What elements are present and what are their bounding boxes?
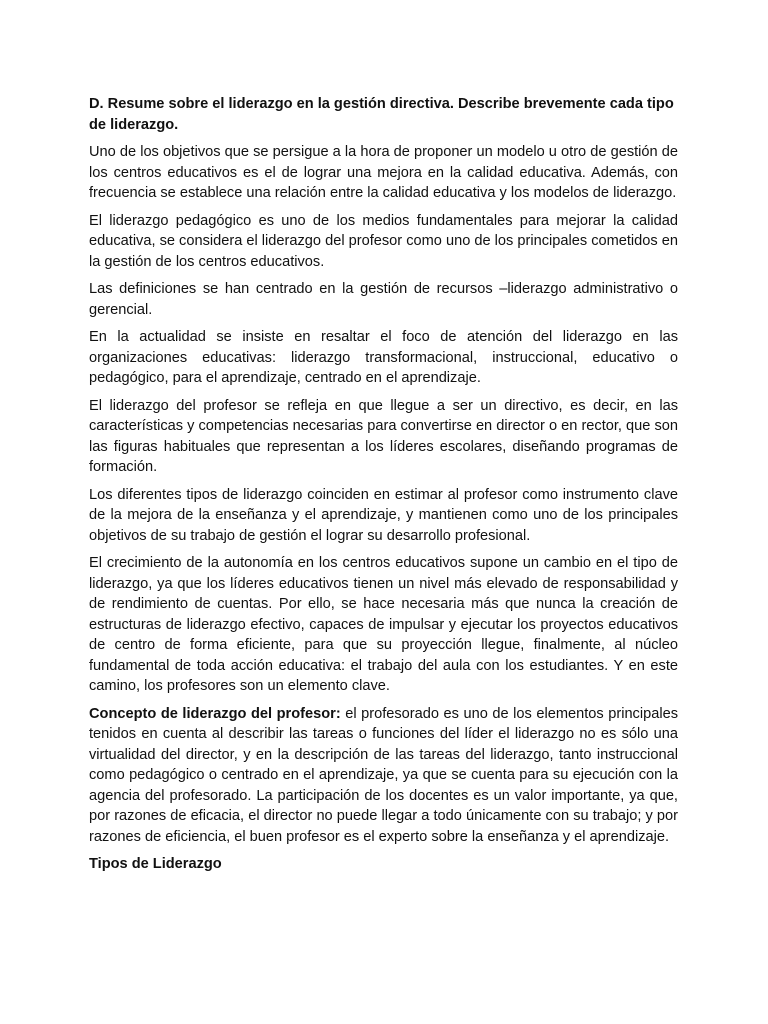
paragraph-definiciones: Las definiciones se han centrado en la gestión de recursos –liderazgo administrativo o gerencial. — [89, 281, 678, 318]
document-page — [89, 94, 678, 875]
paragraph-actualidad: En la actualidad se insiste en resaltar el foco de atención del liderazgo en las organizaciones educativas: liderazgo transformacional, instruccional, educativo o pedagógico, para el aprendizaje, centrado en el aprendizaje. — [89, 329, 678, 386]
concept-lead: Concepto de liderazgo del profesor: — [89, 705, 341, 722]
section-heading: D. Resume sobre el liderazgo en la gestión directiva. Describe brevemente cada tipo de liderazgo. — [89, 96, 674, 133]
paragraph-objetivos: Uno de los objetivos que se persigue a la hora de proponer un modelo u otro de gestión de los centros educativos es el de lograr una mejora en la calidad educativa. Además, con frecuencia se establece una relación entre la calidad educativa y los modelos de liderazgo. — [89, 144, 678, 201]
paragraph-liderazgo-pedagogico: El liderazgo pedagógico es uno de los medios fundamentales para mejorar la calidad educativa, se considera el liderazgo del profesor como uno de los principales cometidos en la gestión de los centros educativos. — [89, 212, 678, 270]
paragraph-tipos-coinciden: Los diferentes tipos de liderazgo coinciden en estimar al profesor como instrumento clave de la mejora de la enseñanza y el aprendizaje, y mantienen como uno de los principales objetivos de su trabajo de gestión el lograr su desarrollo profesional. — [89, 486, 678, 544]
paragraph-concepto — [89, 704, 678, 848]
paragraph-liderazgo-profesor: El liderazgo del profesor se refleja en que llegue a ser un directivo, es decir, en las características y competencias necesarias para convertirse en director o en rector, que son las figuras habituales que representan a los líderes escolares, diseñando programas de formación. — [89, 397, 678, 475]
subheading-tipos: Tipos de Liderazgo — [89, 856, 222, 872]
paragraph-autonomia: El crecimiento de la autonomía en los centros educativos supone un cambio en el tipo de liderazgo, ya que los líderes educativos tienen un nivel más elevado de responsabilidad y de rendimiento de cuentas. Por ello, se hace necesaria más que nunca la creación de estructuras de liderazgo efectivo, capaces de impulsar y ejecutar los proyectos educativos de centro de forma eficiente, para que su proyección llegue, finalmente, al núcleo fundamental de toda acción educativa: el trabajo del aula con los estudiantes. Y en este camino, los profesores son un elemento clave. — [89, 555, 678, 694]
concept-text: el profesorado es uno de los elementos principales tenidos en cuenta al describir las tareas o funciones del líder el liderazgo no es sólo una virtualidad del director, y en la descripción de las tareas del liderazgo, tanto instruccional como pedagógico o centrado en el aprendizaje, ya que se cuenta para su ejecución con la agencia del profesorado. La participación de los docentes es un valor importante, ya que, por razones de eficacia, el director no puede llegar a todo únicamente con su trabajo; y por razones de eficiencia, el buen profesor es el experto sobre la enseñanza y el aprendizaje. — [89, 705, 678, 845]
